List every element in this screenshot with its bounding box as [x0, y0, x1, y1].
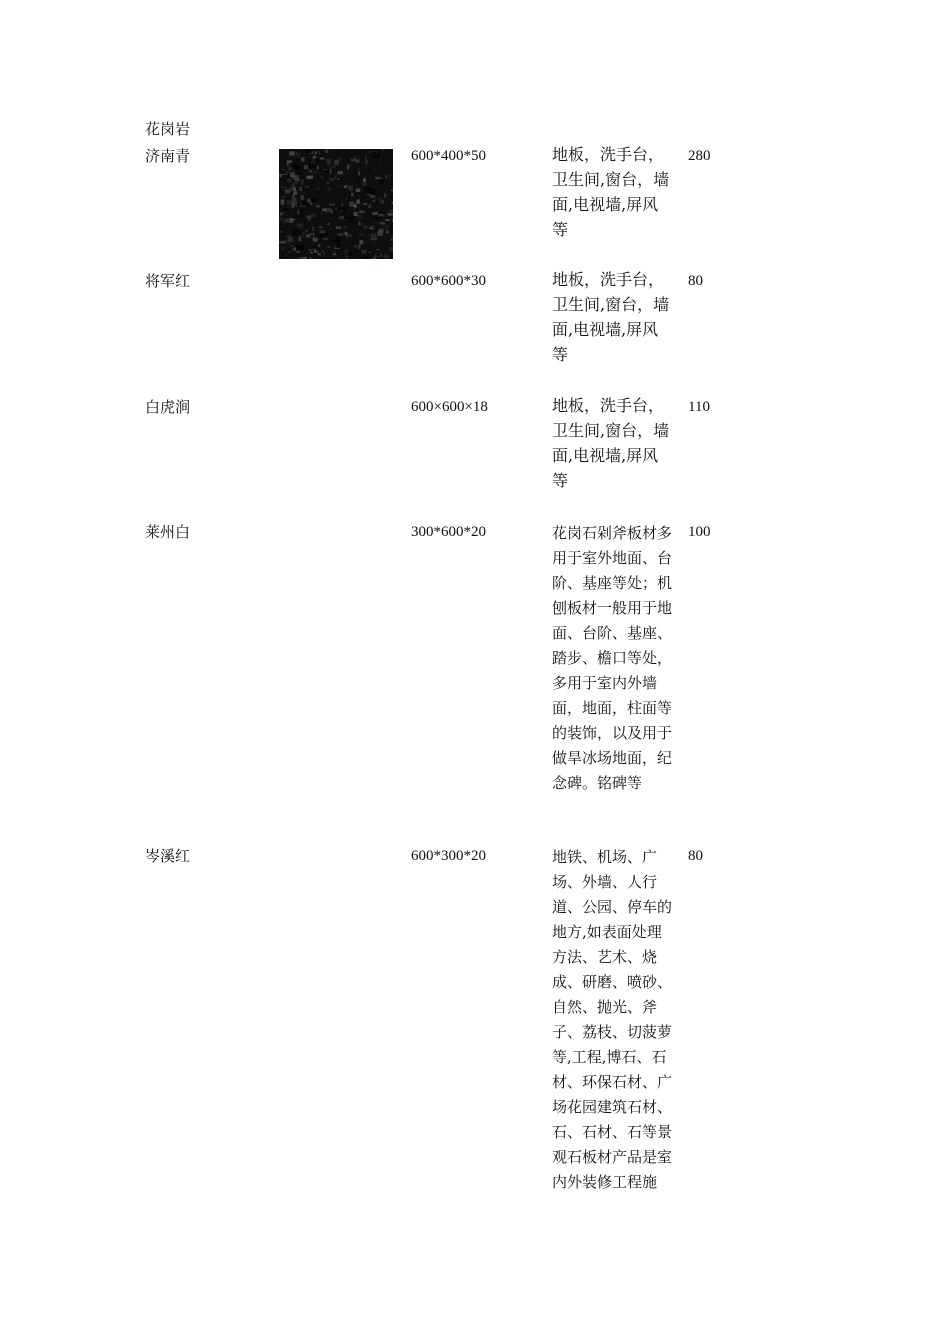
- stone-price: 80: [688, 848, 703, 864]
- stone-price: 80: [688, 273, 703, 289]
- stone-usage: 地板，洗手台，卫生间,窗台，墙面,电视墙,屏风等: [552, 396, 670, 490]
- granite-sample-image: [279, 149, 393, 259]
- stone-price: 100: [688, 524, 711, 540]
- stone-spec: 600×600×18: [411, 399, 488, 415]
- stone-spec: 600*400*50: [411, 148, 486, 164]
- stone-spec: 600*600*30: [411, 273, 486, 289]
- stone-name: 济南青: [145, 147, 191, 165]
- stone-usage: 花岗石剁斧板材多用于室外地面、台阶、基座等处；机刨板材一般用于地面、台阶、基座、踏步、檐口等处，多用于室内外墙面，地面，柱面等的装饰，以及用于做旱冰场地面，纪念碑。铭碑等: [552, 524, 673, 792]
- stone-usage: 地铁、机场、广场、外墙、人行道、公园、停车的地方,如表面处理方法、艺术、烧成、研磨、喷砂、自然、抛光、斧子、荔枝、切菠萝等,工程,博石、石材、环保石材、广场花园建筑石材、石、石材、石等景观石板材产品是室内外装修工程施: [552, 848, 673, 1191]
- stone-name: 莱州白: [145, 523, 191, 541]
- stone-spec: 600*300*20: [411, 848, 486, 864]
- stone-usage: 地板，洗手台，卫生间,窗台，墙面,电视墙,屏风等: [552, 270, 670, 364]
- stone-price: 110: [688, 399, 710, 415]
- stone-name: 岑溪红: [145, 847, 191, 865]
- stone-name: 将军红: [145, 272, 191, 290]
- category-heading: 花岗岩: [145, 120, 191, 138]
- stone-usage: 地板，洗手台，卫生间,窗台，墙面,电视墙,屏风等: [552, 145, 670, 239]
- granite-texture: [279, 149, 393, 259]
- stone-price: 280: [688, 148, 711, 164]
- stone-name: 白虎涧: [145, 398, 191, 416]
- stone-spec: 300*600*20: [411, 524, 486, 540]
